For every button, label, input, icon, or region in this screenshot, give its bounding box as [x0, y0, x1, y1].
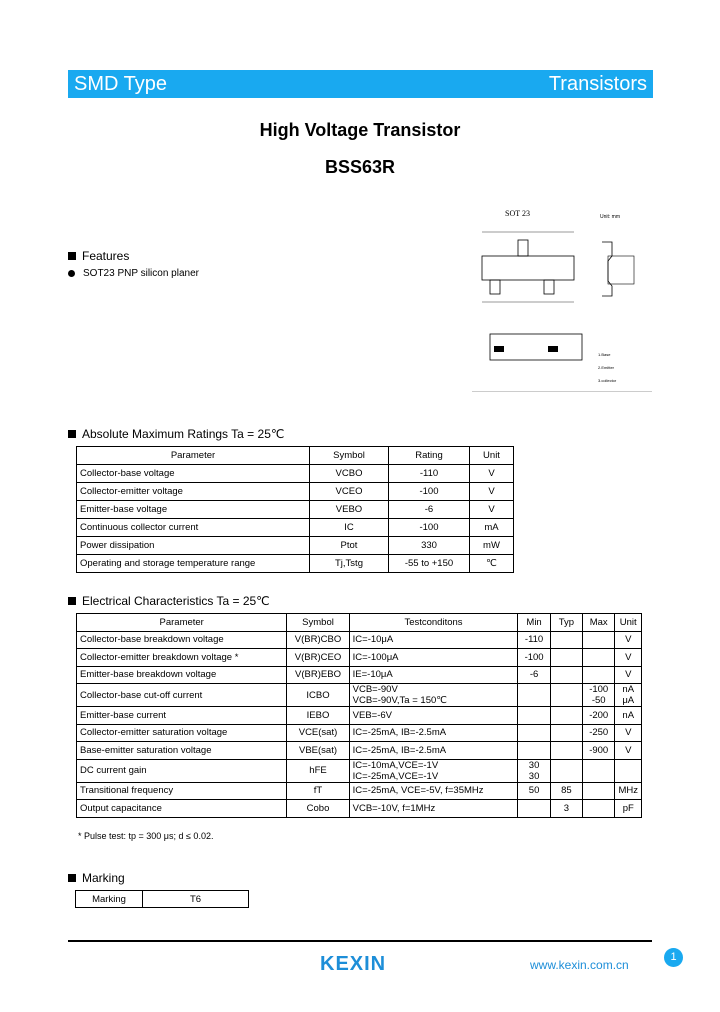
ec-heading: Electrical Characteristics Ta = 25℃ — [68, 594, 270, 608]
ec-cell — [550, 724, 582, 742]
ec-cell: -100 — [518, 649, 550, 667]
ec-cell — [582, 782, 615, 800]
header-banner — [68, 70, 653, 98]
ec-row — [77, 782, 642, 800]
ec-cell: IC=-25mA, IB=-2.5mA — [349, 724, 518, 742]
ec-cell — [582, 631, 615, 649]
amr-row — [77, 501, 514, 519]
amr-cell: IC — [310, 519, 389, 537]
ec-cell: Collector-emitter breakdown voltage * — [77, 649, 287, 667]
ec-cell: IEBO — [287, 707, 349, 725]
ec-cell — [550, 649, 582, 667]
ec-cell — [582, 800, 615, 818]
kexin-logo — [320, 952, 402, 974]
amr-row — [77, 465, 514, 483]
ec-cell: Collector-base breakdown voltage — [77, 631, 287, 649]
amr-cell: VCEO — [310, 483, 389, 501]
amr-row — [77, 519, 514, 537]
amr-cell: -110 — [389, 465, 470, 483]
ec-cell: IC=-100μA — [349, 649, 518, 667]
amr-cell: V — [470, 483, 514, 501]
ec-cell — [550, 684, 582, 707]
ec-cell: VCB=-10V, f=1MHz — [349, 800, 518, 818]
header-right: Transistors — [548, 72, 647, 95]
amr-cell: -6 — [389, 501, 470, 519]
ec-cell: VBE(sat) — [287, 742, 349, 760]
ec-cell: V — [615, 631, 642, 649]
amr-row — [77, 555, 514, 573]
marking-row — [76, 891, 249, 908]
logo-text: KEXIN — [320, 953, 387, 974]
ec-cell: VCB=-90V VCB=-90V,Ta = 150℃ — [349, 684, 518, 707]
amr-cell: 330 — [389, 537, 470, 555]
amr-cell: V — [470, 465, 514, 483]
amr-heading: Absolute Maximum Ratings Ta = 25℃ — [68, 427, 284, 441]
pin2-label: 2.Emitter — [598, 365, 615, 370]
ec-cell: MHz — [615, 782, 642, 800]
feature-item: SOT23 PNP silicon planer — [68, 268, 199, 279]
amr-cell: VCBO — [310, 465, 389, 483]
ec-cell: IC=-10μA — [349, 631, 518, 649]
ec-row — [77, 724, 642, 742]
ec-cell: -250 — [582, 724, 615, 742]
ec-cell: Collector-base cut-off current — [77, 684, 287, 707]
ec-cell: V — [615, 742, 642, 760]
amr-cell: -100 — [389, 519, 470, 537]
amr-cell: Tj,Tstg — [310, 555, 389, 573]
website-link[interactable]: www.kexin.com.cn — [530, 958, 629, 972]
ec-cell — [582, 666, 615, 684]
ec-cell: 85 — [550, 782, 582, 800]
amr-cell: ℃ — [470, 555, 514, 573]
ec-row — [77, 759, 642, 782]
ec-cell: 50 — [518, 782, 550, 800]
amr-cell: Collector-base voltage — [77, 465, 310, 483]
amr-cell: Emitter-base voltage — [77, 501, 310, 519]
ec-cell: Collector-emitter saturation voltage — [77, 724, 287, 742]
ec-cell: -110 — [518, 631, 550, 649]
ec-cell: Cobo — [287, 800, 349, 818]
ec-row — [77, 800, 642, 818]
ec-cell: fT — [287, 782, 349, 800]
ec-cell: IC=-25mA, VCE=-5V, f=35MHz — [349, 782, 518, 800]
amr-table — [76, 446, 514, 573]
ec-cell: V — [615, 724, 642, 742]
ec-cell: 3 — [550, 800, 582, 818]
amr-cell: Continuous collector current — [77, 519, 310, 537]
amr-cell: Collector-emitter voltage — [77, 483, 310, 501]
ec-cell: -100 -50 — [582, 684, 615, 707]
ec-cell: 30 30 — [518, 759, 550, 782]
ec-cell — [582, 759, 615, 782]
ec-cell: IC=-25mA, IB=-2.5mA — [349, 742, 518, 760]
amr-cell: mW — [470, 537, 514, 555]
ec-cell: -6 — [518, 666, 550, 684]
ec-cell: nA μA — [615, 684, 642, 707]
pulse-note: * Pulse test: tp = 300 μs; d ≤ 0.02. — [78, 831, 214, 841]
ec-cell: -200 — [582, 707, 615, 725]
ec-cell — [518, 742, 550, 760]
ec-cell: IC=-10mA,VCE=-1V IC=-25mA,VCE=-1V — [349, 759, 518, 782]
amr-cell: Ptot — [310, 537, 389, 555]
marking-table — [75, 890, 249, 908]
ec-cell — [550, 666, 582, 684]
ec-cell — [518, 724, 550, 742]
ec-cell: Output capacitance — [77, 800, 287, 818]
amr-cell: mA — [470, 519, 514, 537]
ec-cell: V(BR)CBO — [287, 631, 349, 649]
amr-row — [77, 483, 514, 501]
ec-cell: nA — [615, 707, 642, 725]
pin3-label: 3.collector — [598, 378, 617, 383]
ec-row — [77, 666, 642, 684]
ec-cell: V — [615, 666, 642, 684]
ec-cell: Transitional frequency — [77, 782, 287, 800]
ec-cell: Base-emitter saturation voltage — [77, 742, 287, 760]
ec-cell: DC current gain — [77, 759, 287, 782]
ec-cell — [518, 800, 550, 818]
package-name: SOT 23 — [505, 209, 530, 218]
ec-cell: Emitter-base current — [77, 707, 287, 725]
amr-cell: -55 to +150 — [389, 555, 470, 573]
ec-cell — [550, 707, 582, 725]
ec-header-row: Parameter Symbol Testconditons Min Typ Max Unit — [77, 614, 642, 632]
ec-cell — [550, 759, 582, 782]
ec-cell: pF — [615, 800, 642, 818]
ec-cell: Emitter-base breakdown voltage — [77, 666, 287, 684]
features-heading: Features — [68, 249, 129, 263]
amr-header-row: Parameter Symbol Rating Unit — [77, 447, 514, 465]
ec-cell: V — [615, 649, 642, 667]
ec-row — [77, 684, 642, 707]
ec-cell: VCE(sat) — [287, 724, 349, 742]
ec-cell: IE=-10μA — [349, 666, 518, 684]
marking-label: Marking — [76, 891, 143, 908]
header-left: SMD Type — [74, 72, 167, 95]
ec-cell: -900 — [582, 742, 615, 760]
ec-cell — [518, 707, 550, 725]
footer-divider — [68, 940, 652, 942]
ec-row — [77, 742, 642, 760]
package-outline-drawing — [472, 206, 652, 392]
ec-row — [77, 707, 642, 725]
ec-cell: hFE — [287, 759, 349, 782]
amr-cell: Operating and storage temperature range — [77, 555, 310, 573]
ec-table — [76, 613, 642, 818]
ec-cell: V(BR)CEO — [287, 649, 349, 667]
pin1-label: 1.Base — [598, 352, 611, 357]
marking-value: T6 — [143, 891, 249, 908]
ec-cell — [582, 649, 615, 667]
ec-cell — [550, 631, 582, 649]
ec-cell — [518, 684, 550, 707]
page-title: High Voltage Transistor — [259, 120, 461, 140]
ec-cell: VEB=-6V — [349, 707, 518, 725]
ec-cell — [550, 742, 582, 760]
ec-cell: ICBO — [287, 684, 349, 707]
part-number: BSS63R — [324, 157, 396, 177]
amr-cell: VEBO — [310, 501, 389, 519]
marking-heading: Marking — [68, 871, 125, 885]
amr-cell: V — [470, 501, 514, 519]
page-number: 1 — [664, 948, 683, 967]
amr-row — [77, 537, 514, 555]
unit-label: Unit: mm — [600, 214, 620, 220]
ec-cell: V(BR)EBO — [287, 666, 349, 684]
amr-cell: -100 — [389, 483, 470, 501]
amr-cell: Power dissipation — [77, 537, 310, 555]
ec-cell — [615, 759, 642, 782]
ec-row — [77, 649, 642, 667]
ec-row — [77, 631, 642, 649]
